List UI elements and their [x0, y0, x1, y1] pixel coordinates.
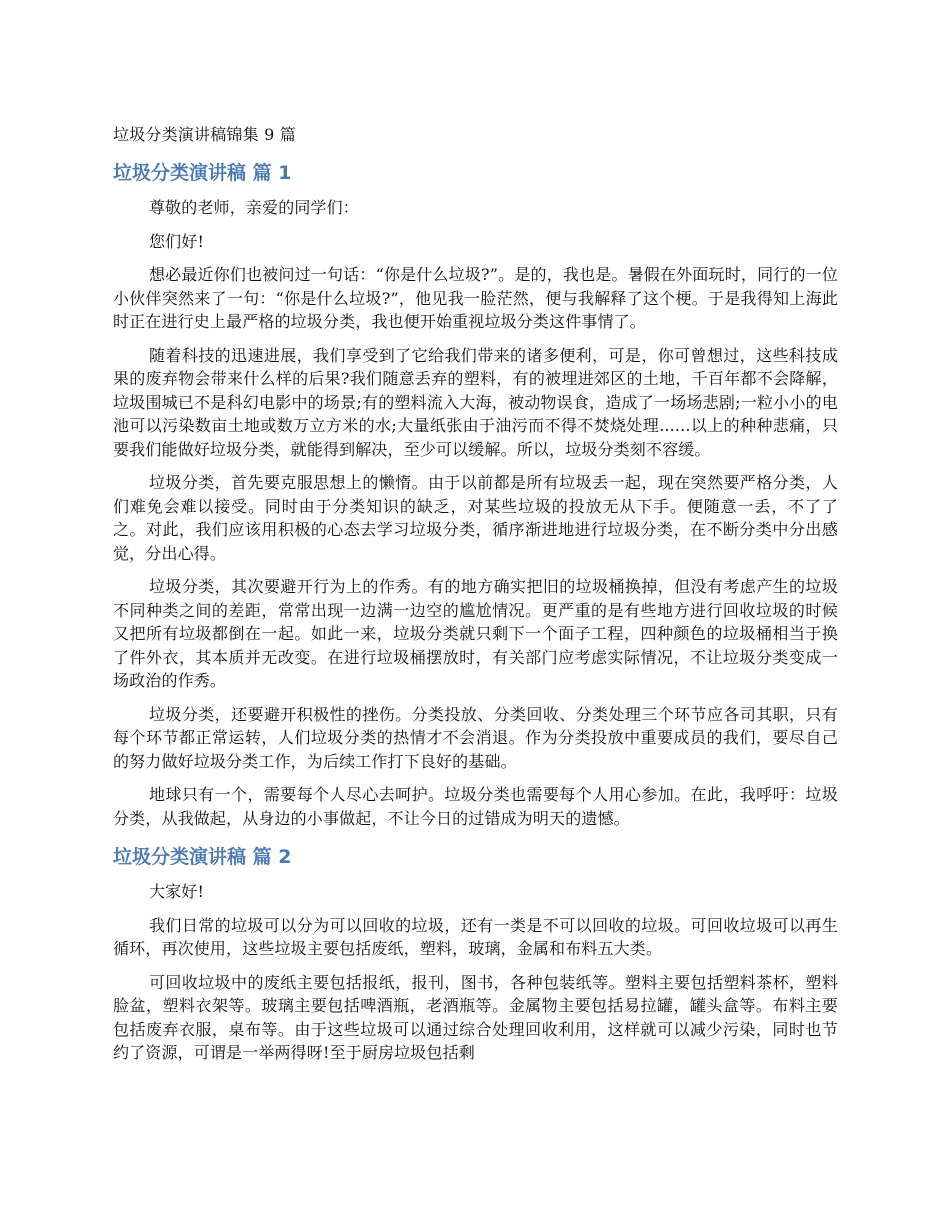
document-title: 垃圾分类演讲稿锦集 9 篇 — [113, 125, 296, 144]
section-1 — [113, 160, 838, 830]
paragraph: 大家好! — [149, 882, 205, 901]
section-number: 篇 2 — [252, 846, 292, 868]
paragraph: 想必最近你们也被问过一句话：“你是什么垃圾?”。是的，我也是。暑假在外面玩时，同行的一位小伙伴突然来了一句：“你是什么垃圾?”，他见我一脸茫然，便与我解释了这个梗。于是我得知上海此时正在进行史上最严格的垃圾分类，我也便开始重视垃圾分类这件事情了。 — [113, 265, 838, 331]
paragraph: 垃圾分类，首先要克服思想上的懒惰。由于以前都是所有垃圾丢一起，现在突然要严格分类，人们难免会难以接受。同时由于分类知识的缺乏，对某些垃圾的投放无从下手。便随意一丢，不了了之。对此，我们应该用积极的心态去学习垃圾分类，循序渐进地进行垃圾分类，在不断分类中分出感觉，分出心得。 — [113, 473, 838, 563]
paragraph: 随着科技的迅速进展，我们享受到了它给我们带来的诸多便利，可是，你可曾想过，这些科技成果的废弃物会带来什么样的后果?我们随意丢弃的塑料，有的被埋进郊区的土地，千百年都不会降解，垃圾围城已不是科幻电影中的场景;有的塑料流入大海，被动物误食，造成了一场场悲剧;一粒小小的电池可以污染数亩土地或数万立方米的水;大量纸张由于油污而不得不焚烧处理......以上的种种悲痛，只要我们能做好垃圾分类，就能得到解决，至少可以缓解。所以，垃圾分类刻不容缓。 — [113, 345, 838, 459]
paragraph: 尊敬的老师，亲爱的同学们： — [149, 198, 359, 217]
section-heading-text: 垃圾分类演讲稿 — [113, 162, 247, 184]
paragraph: 垃圾分类，还要避开积极性的挫伤。分类投放、分类回收、分类处理三个环节应各司其职，只有每个环节都正常运转，人们垃圾分类的热情才不会消退。作为分类投放中重要成员的我们，要尽自己的努力做好垃圾分类工作，为后续工作打下良好的基础。 — [113, 704, 838, 771]
section-heading — [113, 844, 838, 870]
paragraph: 垃圾分类，其次要避开行为上的作秀。有的地方确实把旧的垃圾桶换掉，但没有考虑产生的垃圾不同种类之间的差距，常常出现一边满一边空的尴尬情况。更严重的是有些地方进行回收垃圾的时候又把所有垃圾都倒在一起。如此一来，垃圾分类就只剩下一个面子工程，四种颜色的垃圾桶相当于换了件外衣，其本质并无改变。在进行垃圾桶摆放时，有关部门应考虑实际情况，不让垃圾分类变成一场政治的作秀。 — [113, 577, 838, 690]
paragraph: 我们日常的垃圾可以分为可以回收的垃圾，还有一类是不可以回收的垃圾。可回收垃圾可以再生循环，再次使用，这些垃圾主要包括废纸，塑料，玻璃，金属和布料五大类。 — [113, 915, 838, 958]
section-number: 篇 1 — [252, 162, 292, 184]
paragraph: 可回收垃圾中的废纸主要包括报纸，报刊，图书，各种包装纸等。塑料主要包括塑料茶杯，塑料脸盆，塑料衣架等。玻璃主要包括啤酒瓶，老酒瓶等。金属物主要包括易拉罐，罐头盒等。布料主要包括废弃衣服，桌布等。由于这些垃圾可以通过综合处理回收利用，这样就可以减少污染，同时也节约了资源，可谓是一举两得呀!至于厨房垃圾包括剩 — [113, 972, 838, 1062]
document-page — [113, 124, 838, 1079]
paragraph: 您们好! — [149, 231, 205, 251]
paragraph: 地球只有一个，需要每个人尽心去呵护。垃圾分类也需要每个人用心参加。在此，我呼吁：垃圾分类，从我做起，从身边的小事做起，不让今日的过错成为明天的遗憾。 — [113, 785, 838, 828]
section-heading — [113, 160, 838, 186]
section-heading-text: 垃圾分类演讲稿 — [113, 846, 247, 868]
section-2 — [113, 844, 838, 1065]
